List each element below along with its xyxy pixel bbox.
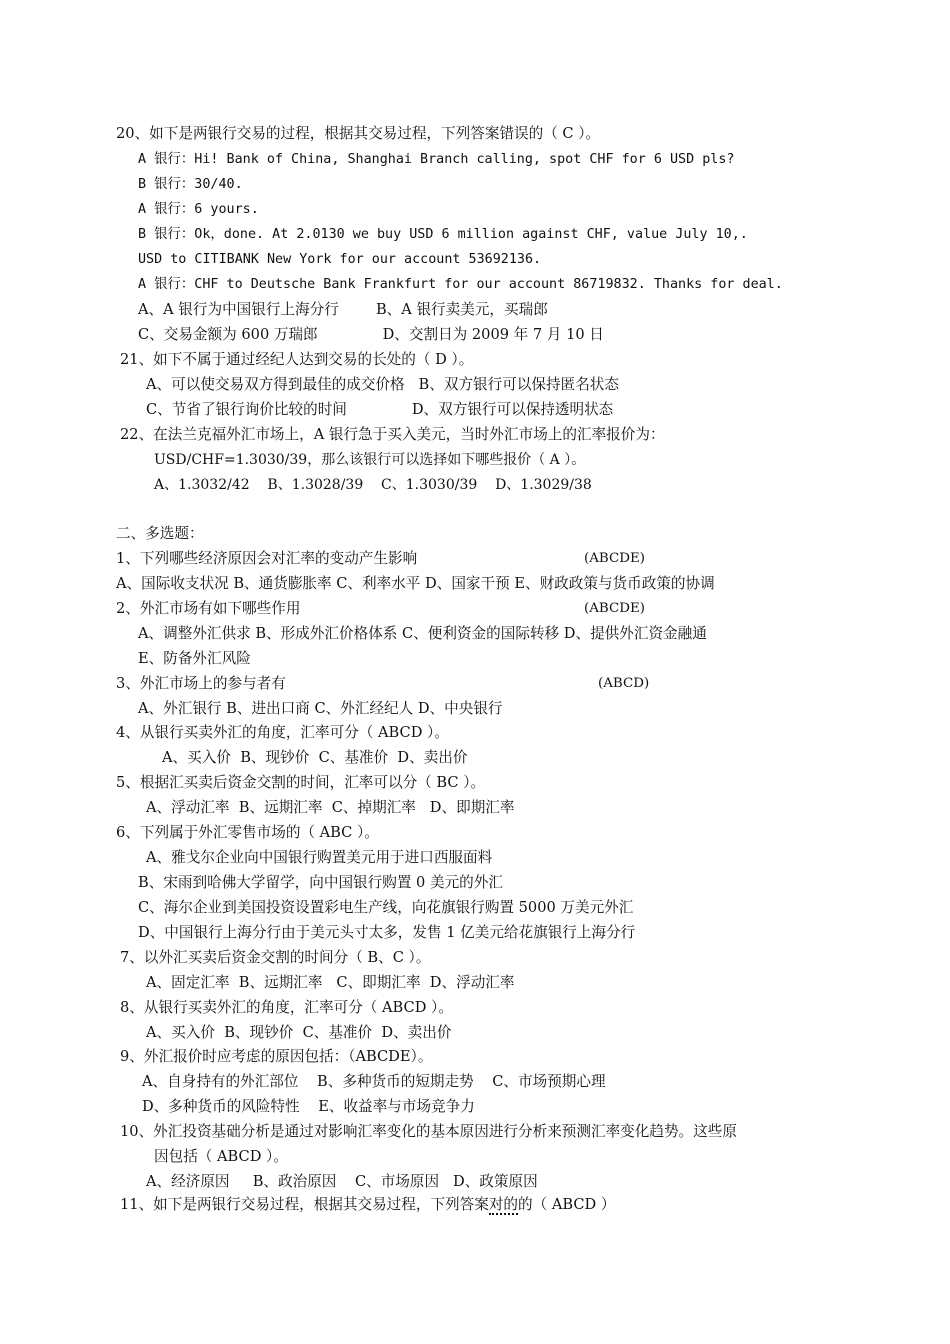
m2-options: A、调整外汇供求 B、形成外汇价格体系 C、便利资金的国际转移 D、提供外汇资金融通 [138,625,707,642]
q20-line-2: B 银行：30/40. [138,177,243,192]
m11-stem [120,1195,616,1215]
m6-option-d: D、中国银行上海分行由于美元头寸太多，发售 1 亿美元给花旗银行上海分行 [138,924,636,941]
m9-options: A、自身持有的外汇部位 B、多种货币的短期走势 C、市场预期心理 [142,1073,606,1090]
m10-stem-cont: 因包括（ ABCD ）。 [154,1148,288,1165]
q20-line-1: A 银行：Hi! Bank of China, Shanghai Branch calling, spot CHF for 6 USD pls? [138,152,735,167]
q22-options: A、1.3032/42 B、1.3028/39 C、1.3030/39 D、1.3029/38 [154,477,592,493]
q20-line-6: A 银行：CHF to Deutsche Bank Frankfurt for our account 86719832. Thanks for deal. [138,277,783,292]
m3-answer: (ABCD) [598,676,650,691]
m3-options: A、外汇银行 B、进出口商 C、外汇经纪人 D、中央银行 [138,700,503,717]
m4-options: A、买入价 B、现钞价 C、基准价 D、卖出价 [162,749,468,766]
m10-stem: 10、外汇投资基础分析是通过对影响汇率变化的基本原因进行分析来预测汇率变化趋势。这些原 [120,1123,737,1140]
q20-line-3: A 银行：6 yours. [138,202,259,217]
m4-stem: 4、从银行买卖外汇的角度，汇率可分（ ABCD ）。 [116,724,449,741]
m11-stem-end: 的（ ABCD ） [518,1196,616,1213]
m3-stem: 3、外汇市场上的参与者有 [116,675,286,692]
q20-options-ab: A、A 银行为中国银行上海分行 B、A 银行卖美元，买瑞郎 [138,301,548,318]
m8-stem: 8、从银行买卖外汇的角度，汇率可分（ ABCD ）。 [120,999,453,1016]
m2-options-cont: E、防备外汇风险 [138,650,251,667]
m6-option-a: A、雅戈尔企业向中国银行购置美元用于进口西服面料 [146,849,493,866]
q22-stem: 22、在法兰克福外汇市场上，A 银行急于买入美元，当时外汇市场上的汇率报价为： [120,426,665,443]
m6-option-b: B、宋雨到哈佛大学留学，向中国银行购置 0 美元的外汇 [138,874,503,891]
m1-options: A、国际收支状况 B、通货膨胀率 C、利率水平 D、国家干预 E、财政政策与货币政策的协调 [116,575,715,592]
m1-answer: (ABCDE) [584,551,645,566]
m2-stem: 2、外汇市场有如下哪些作用 [116,600,301,617]
q21-options-ab: A、可以使交易双方得到最佳的成交价格 B、双方银行可以保持匿名状态 [146,376,619,393]
m5-options: A、浮动汇率 B、远期汇率 C、掉期汇率 D、即期汇率 [146,799,515,816]
q20-stem: 20、如下是两银行交易的过程，根据其交易过程，下列答案错误的（ C ）。 [116,125,601,142]
m10-options: A、经济原因 B、政治原因 C、市场原因 D、政策原因 [146,1173,538,1190]
q22-stem-cont: USD/CHF=1.3030/39，那么该银行可以选择如下哪些报价（ A ）。 [154,452,586,468]
m11-stem-start: 11、如下是两银行交易过程，根据其交易过程，下列答案 [120,1196,489,1213]
q21-stem: 21、如下不属于通过经纪人达到交易的长处的（ D ）。 [120,351,474,368]
m7-options: A、固定汇率 B、远期汇率 C、即期汇率 D、浮动汇率 [146,974,515,991]
m6-option-c: C、海尔企业到美国投资设置彩电生产线，向花旗银行购置 5000 万美元外汇 [138,899,634,916]
q20-line-5: USD to CITIBANK New York for our account 53692136. [138,252,542,267]
q20-options-cd: C、交易金额为 600 万瑞郎 D、交割日为 2009 年 7 月 10 日 [138,326,604,343]
m11-stem-emphasis: 对的 [488,1196,519,1213]
m8-options: A、买入价 B、现钞价 C、基准价 D、卖出价 [146,1024,452,1041]
m7-stem: 7、以外汇买卖后资金交割的时间分（ B、C ）。 [120,949,431,966]
m9-options-cont: D、多种货币的风险特性 E、收益率与市场竞争力 [142,1098,475,1115]
q21-options-cd: C、节省了银行询价比较的时间 D、双方银行可以保持透明状态 [146,401,614,418]
m6-stem: 6、下列属于外汇零售市场的（ ABC ）。 [116,824,379,841]
m2-answer: (ABCDE) [584,601,645,616]
q20-line-4: B 银行：Ok，done. At 2.0130 we buy USD 6 million against CHF, value July 10,. [138,227,748,242]
m1-stem: 1、下列哪些经济原因会对汇率的变动产生影响 [116,550,418,567]
m9-stem: 9、外汇报价时应考虑的原因包括：（ABCDE）。 [120,1048,433,1065]
section-heading-multi-choice: 二、多选题： [116,525,204,542]
m5-stem: 5、根据汇买卖后资金交割的时间，汇率可以分（ BC ）。 [116,774,486,791]
